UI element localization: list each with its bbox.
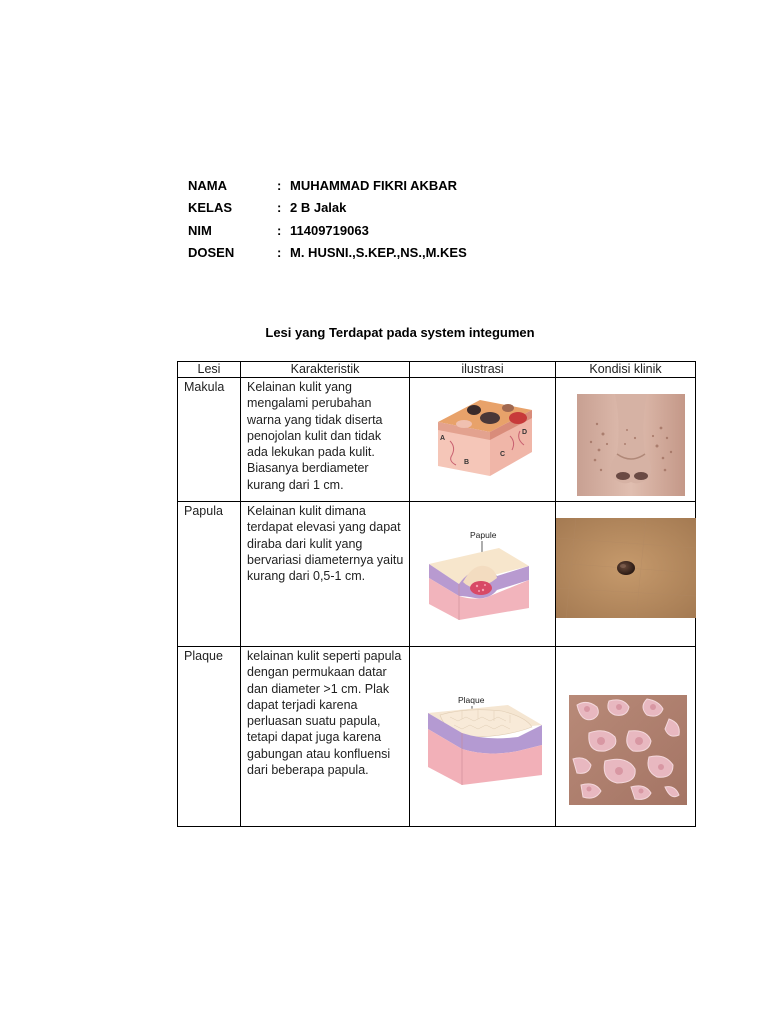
- info-colon: :: [277, 245, 282, 261]
- label-a: A: [440, 435, 446, 442]
- plaque-clinical-photo: [569, 695, 687, 805]
- illustration-cell: [410, 647, 556, 827]
- illustration-cell: [410, 502, 556, 647]
- lesion-name: Makula: [178, 378, 241, 502]
- table-header-row: [178, 362, 696, 378]
- info-colon: :: [277, 200, 282, 216]
- clinical-photo-cell: [556, 502, 696, 647]
- plaque-label: Plaque: [458, 695, 485, 705]
- student-info: [188, 174, 467, 264]
- column-header-kondisi-klinik: Kondisi klinik: [556, 362, 696, 378]
- illustration-cell: [410, 378, 556, 502]
- info-label: DOSEN: [188, 245, 235, 261]
- label-c: C: [500, 451, 506, 458]
- table-row: [178, 378, 696, 502]
- label-d: D: [522, 429, 528, 436]
- table-row: [178, 647, 696, 827]
- macule-illustration: [430, 396, 542, 484]
- column-header-karakteristik: Karakteristik: [241, 362, 410, 378]
- info-label: KELAS: [188, 200, 233, 216]
- info-row-kelas: [188, 197, 467, 220]
- info-colon: :: [277, 177, 282, 193]
- papule-illustration: [425, 528, 537, 640]
- info-row-nama: [188, 174, 467, 197]
- macule-clinical-photo: [577, 394, 685, 496]
- page-title: Lesi yang Terdapat pada system integumen: [265, 325, 535, 340]
- info-value: 2 B Jalak: [290, 200, 347, 216]
- lesion-name: Papula: [178, 502, 241, 647]
- info-label: NAMA: [188, 177, 227, 193]
- clinical-photo-cell: [556, 378, 696, 502]
- lesion-description: Kelainan kulit dimana terdapat elevasi yang dapat diraba dari kulit yang bervariasi diameternya yaitu kurang dari 0,5-1 cm.: [241, 502, 410, 647]
- info-label: NIM: [188, 222, 212, 238]
- info-value: M. HUSNI.,S.KEP.,NS.,M.KES: [290, 245, 467, 261]
- clinical-photo-cell: [556, 647, 696, 827]
- lesion-name: Plaque: [178, 647, 241, 827]
- info-colon: :: [277, 222, 282, 238]
- papule-clinical-photo: [556, 518, 696, 618]
- lesion-description: Kelainan kulit yang mengalami perubahan warna yang tidak diserta penojolan kulit dan tidak ada lekukan pada kulit. Biasanya berdiameter kurang dari 1 cm.: [241, 378, 410, 502]
- column-header-ilustrasi: ilustrasi: [410, 362, 556, 378]
- label-b: B: [464, 459, 470, 466]
- info-value: 11409719063: [290, 222, 369, 238]
- info-row-dosen: [188, 242, 467, 265]
- column-header-lesi: Lesi: [178, 362, 241, 378]
- info-row-nim: [188, 219, 467, 242]
- papule-label: Papule: [470, 530, 497, 540]
- lesion-table: [177, 361, 696, 827]
- plaque-illustration: [426, 689, 544, 807]
- table-row: [178, 502, 696, 647]
- info-value: MUHAMMAD FIKRI AKBAR: [290, 177, 458, 193]
- lesion-description: kelainan kulit seperti papula dengan permukaan datar dan diameter >1 cm. Plak dapat terjadi karena perluasan suatu papula, tetapi dapat juga karena gabungan atau konfluensi dari beberapa papula.: [241, 647, 410, 827]
